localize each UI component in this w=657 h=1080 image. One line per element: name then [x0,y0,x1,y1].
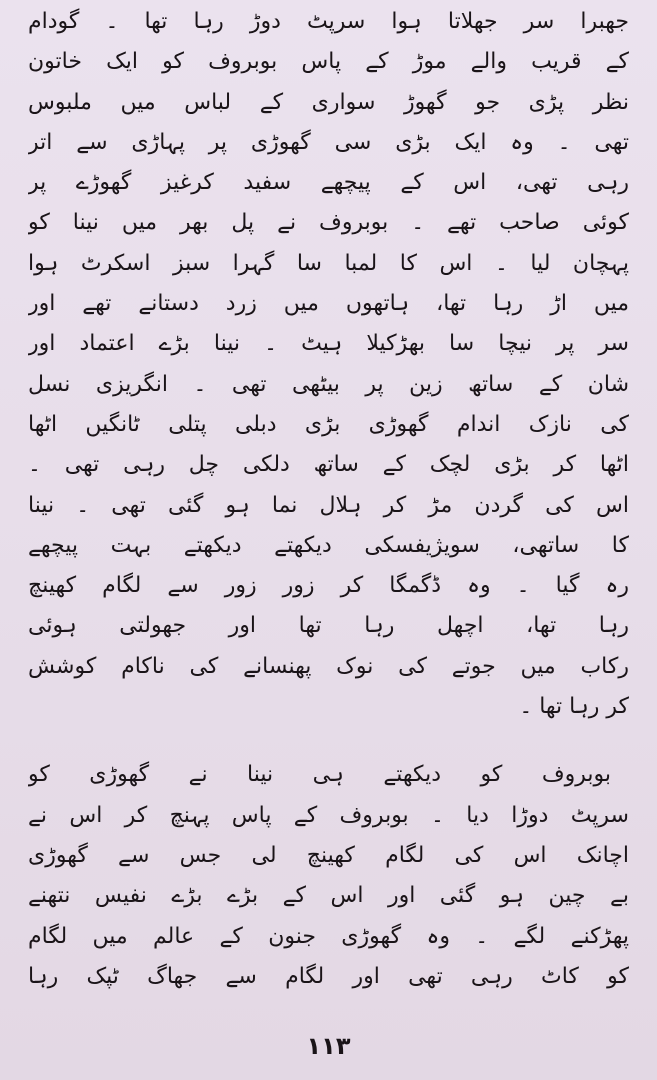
text-line: میں اڑ رہا تھا، ہاتھوں میں زرد دستانے تھے اور [28,291,629,317]
paragraph-spacer [28,727,629,755]
text-line: اچانک اس کی لگام کھینچ لی جس سے گھوڑی [28,842,629,868]
text-line: اس کی گردن مڑ کر ہلال نما ہو گئی تھی ۔ نینا [28,492,629,518]
paragraph-2 [28,755,629,997]
text-line: جھبرا سر جھلاتا ہوا سرپٹ دوڑ رہا تھا ۔ گودام [28,9,629,34]
paragraph-1 [28,2,629,727]
text-line: بوبروف کو دیکھتے ہی نینا نے گھوڑی کو [28,762,611,788]
text-line: رکاب میں جوتے کی نوک پھنسانے کی ناکام کوشش [28,653,629,679]
text-line: کی نازک اندام گھوڑی بڑی دبلی پتلی ٹانگیں اٹھا [28,411,629,437]
text-line: شان کے ساتھ زین پر بیٹھی تھی ۔ انگریزی نسل [28,371,629,397]
text-line: نظر پڑی جو گھوڑ سواری کے لباس میں ملبوس [28,89,629,115]
text-line: سر پر نیچا سا بھڑکیلا ہیٹ ۔ نینا بڑے اعتماد اور [28,331,629,357]
text-line: رہا تھا، اچھل رہا تھا اور جھولتی ہوئی [28,613,629,639]
text-line: رہ گیا ۔ وہ ڈگمگا کر زور زور سے لگام کھینچ [28,573,629,599]
text-line-last: کر رہا تھا ۔ [519,694,629,720]
text-line: کا ساتھی، سویژیفسکی دیکھتے دیکھتے بہت پیچھے [28,532,629,558]
text-line: اٹھا کر بڑی لچک کے ساتھ دلکی چل رہی تھی ۔ [28,452,629,478]
page-number: ١١٣ [306,1032,351,1060]
body-text [28,2,629,997]
text-line: کے قریب والے موڑ کے پاس بوبروف کو ایک خاتون [28,49,629,75]
text-line: پہچان لیا ۔ اس کا لمبا سا گہرا سبز اسکرٹ ہوا [28,250,629,276]
text-line: بے چین ہو گئی اور اس کے بڑے بڑے نفیس نتھنے [28,883,629,909]
text-line: رہی تھی، اس کے پیچھے سفید کرغیز گھوڑے پر [28,170,629,196]
text-line: پھڑکنے لگے ۔ وہ گھوڑی جنون کے عالم میں لگام [28,923,629,949]
text-line: سرپٹ دوڑا دیا ۔ بوبروف کے پاس پہنچ کر اس نے [28,802,629,828]
text-line: کوئی صاحب تھے ۔ بوبروف نے پل بھر میں نینا کو [28,210,629,236]
text-line: تھی ۔ وہ ایک بڑی سی گھوڑی پر پہاڑی سے اتر [28,129,629,155]
text-line: کو کاٹ رہی تھی اور لگام سے جھاگ ٹپک رہا [28,963,629,989]
